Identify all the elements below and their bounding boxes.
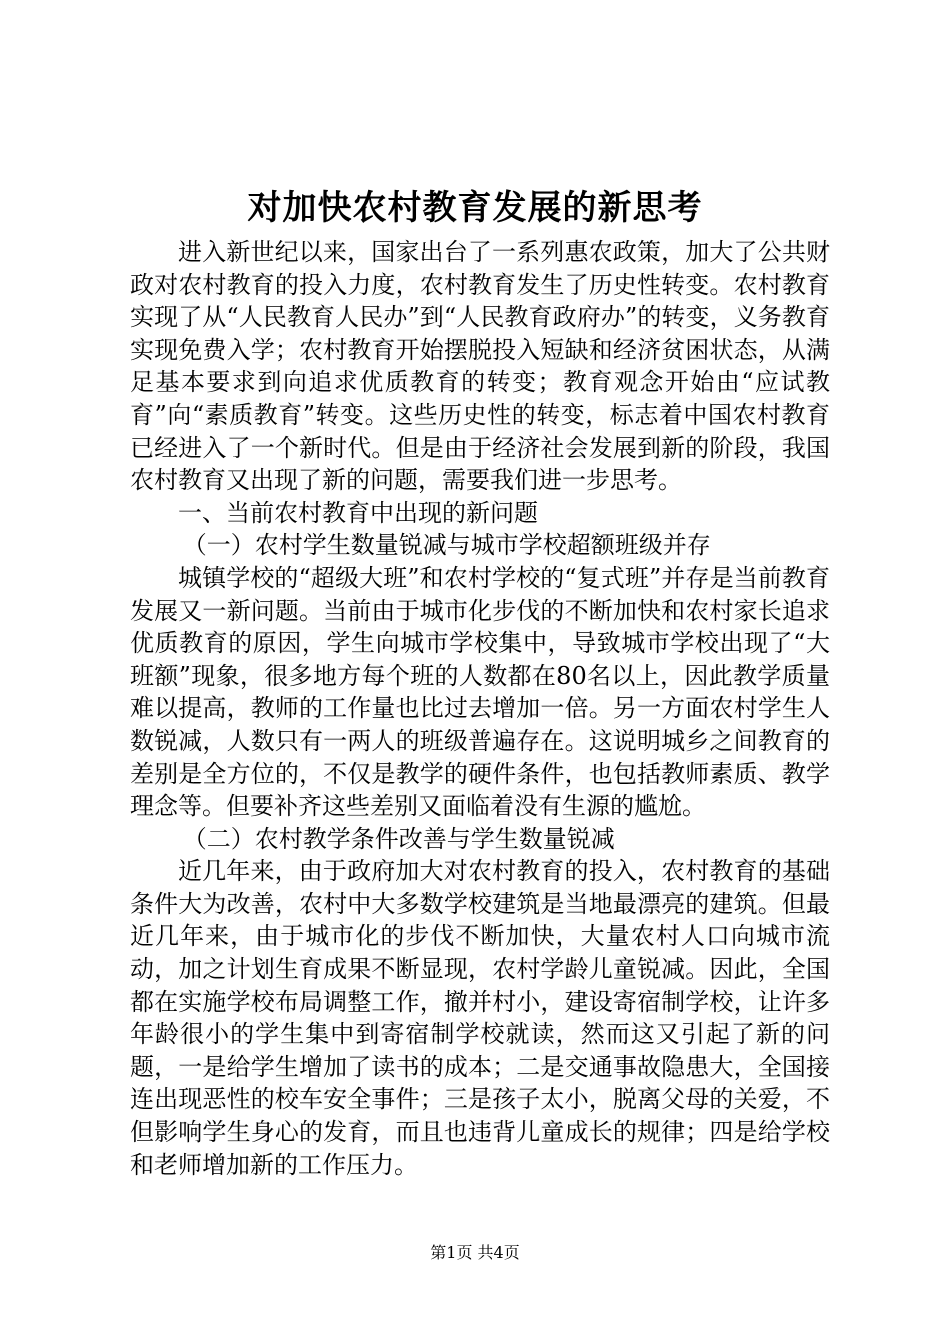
document-title: 对加快农村教育发展的新思考 [247, 188, 703, 228]
section-heading-1: 一、当前农村教育中出现的新问题 [178, 498, 538, 527]
page-footer: 第1页 共4页 [430, 1243, 520, 1262]
body-paragraph-2: 近几年来，由于政府加大对农村教育的投入，农村教育的基础条件大为改善，农村中大多数学校建筑是当地最漂亮的建筑。但最近几年来，由于城市化的步伐不断加快，大量农村人口向城市流动，加之计划生育成果不断显现，农村学龄儿童锐减。因此，全国都在实施学校布局调整工作，撤并村小，建设寄宿制学校，让许多年龄很小的学生集中到寄宿制学校就读，然而这又引起了新的问题，一是给学生增加了读书的成本；二是交通事故隐患大，全国接连出现恶性的校车安全事件；三是孩子太小，脱离父母的关爱，不但影响学生身心的发育，而且也违背儿童成长的规律；四是给学校和老师增加新的工作压力。 [130, 857, 830, 1179]
subsection-heading-2: （二）农村教学条件改善与学生数量锐减 [182, 824, 615, 853]
body-paragraph-1: 城镇学校的“超级大班”和农村学校的“复式班”并存是当前教育发展又一新问题。当前由于城市化步伐的不断加快和农村家长追求优质教育的原因，学生向城市学校集中，导致城市学校出现了“大班额”现象，很多地方每个班的人数都在80名以上，因此教学质量难以提高，教师的工作量也比过去增加一倍。另一方面农村学生人数锐减，人数只有一两人的班级普遍存在。这说明城乡之间教育的差别是全方位的，不仅是教学的硬件条件，也包括教师素质、教学理念等。但要补齐这些差别又面临着没有生源的尴尬。 [130, 563, 830, 821]
document-body [130, 236, 830, 1181]
subsection-heading-1: （一）农村学生数量锐减与城市学校超额班级并存 [182, 531, 711, 560]
intro-paragraph: 进入新世纪以来，国家出台了一系列惠农政策，加大了公共财政对农村教育的投入力度，农村教育发生了历史性转变。农村教育实现了从“人民教育人民办”到“人民教育政府办”的转变，义务教育实现免费入学；农村教育开始摆脱投入短缺和经济贫困状态，从满足基本要求到向追求优质教育的转变；教育观念开始由“应试教育”向“素质教育”转变。这些历史性的转变，标志着中国农村教育已经进入了一个新时代。但是由于经济社会发展到新的阶段，我国农村教育又出现了新的问题，需要我们进一步思考。 [130, 238, 830, 495]
